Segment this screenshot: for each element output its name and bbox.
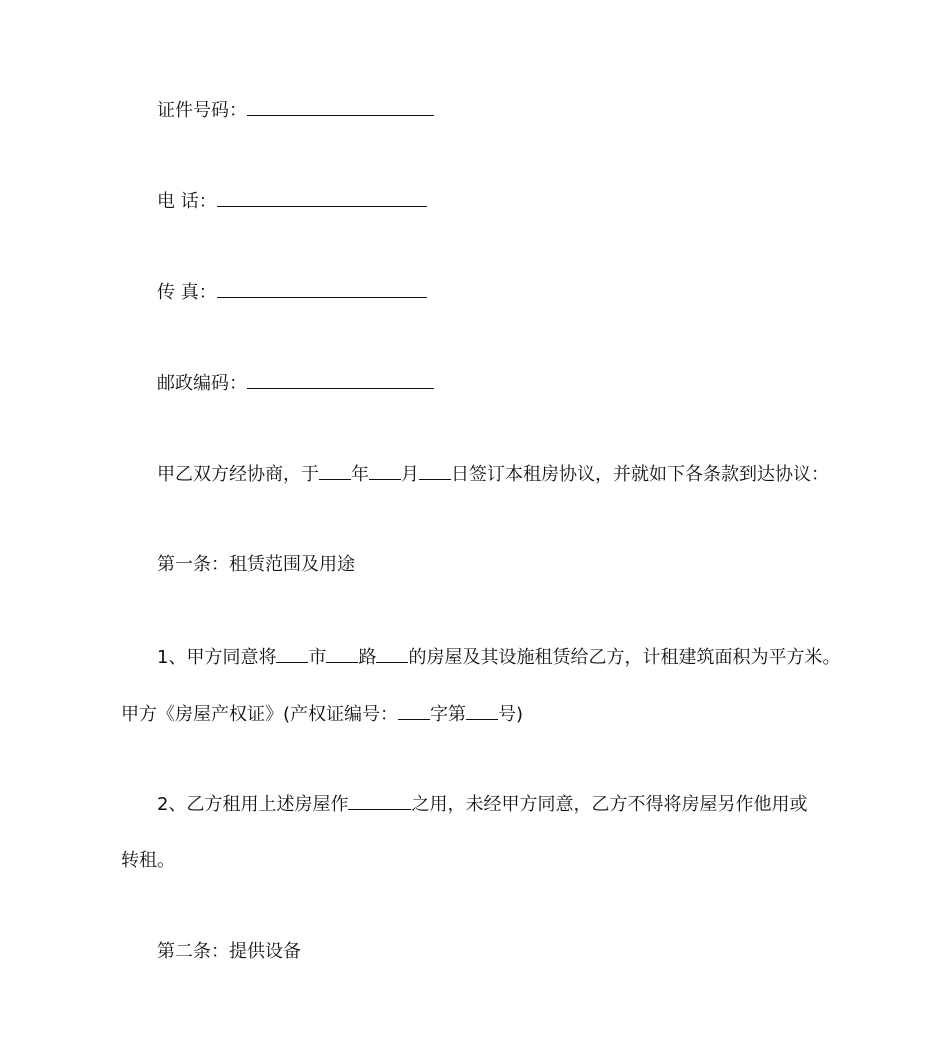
id-number-blank[interactable] [247, 98, 434, 116]
clause2-line2 [121, 849, 175, 873]
city-label: 市 [308, 647, 327, 668]
month-blank[interactable] [369, 462, 401, 480]
day-blank[interactable] [419, 462, 451, 480]
cert-prefix-blank[interactable] [398, 702, 430, 720]
cert-number-blank[interactable] [466, 702, 498, 720]
clause2-line2-text: 转租。 [121, 850, 175, 871]
clause1-text-1: 1、甲方同意将 [157, 647, 277, 668]
clause2-text-2: 之用，未经甲方同意，乙方不得将房屋另作他用或 [411, 794, 808, 815]
clause1-text-2: 的房屋及其设施租赁给乙方，计租建筑面积为平方米。 [408, 647, 841, 668]
article1-title-text: 第一条：租赁范围及用途 [157, 554, 355, 575]
postal-code-line [157, 371, 434, 396]
clause2-line1 [157, 792, 807, 817]
hao-label: 号) [498, 704, 524, 725]
road-label: 路 [358, 647, 377, 668]
city-blank[interactable] [276, 645, 308, 663]
property-number-blank[interactable] [376, 645, 408, 663]
postal-code-label: 邮政编码： [157, 373, 247, 394]
phone-blank[interactable] [217, 189, 427, 207]
article2-title [157, 940, 301, 964]
clause1-line1 [157, 645, 840, 670]
fax-blank[interactable] [217, 280, 427, 298]
intro-text-2: 日签订本租房协议，并就如下各条款到达协议： [451, 464, 829, 485]
id-number-line [157, 98, 434, 123]
clause2-text-1: 2、乙方租用上述房屋作 [157, 794, 349, 815]
usage-blank[interactable] [348, 792, 411, 810]
clause1-line2 [121, 702, 523, 727]
id-number-label: 证件号码： [157, 100, 247, 121]
year-label: 年 [351, 464, 369, 485]
postal-code-blank[interactable] [247, 371, 434, 389]
fax-label: 传 真： [157, 282, 217, 303]
year-blank[interactable] [319, 462, 351, 480]
intro-paragraph [157, 462, 829, 487]
zi-di-label: 字第 [430, 704, 467, 725]
phone-label: 电 话： [157, 191, 217, 212]
intro-text-1: 甲乙双方经协商，于 [157, 464, 319, 485]
road-blank[interactable] [326, 645, 358, 663]
article2-title-text: 第二条：提供设备 [157, 941, 301, 962]
month-label: 月 [401, 464, 419, 485]
article1-title [157, 553, 355, 577]
phone-line [157, 189, 427, 214]
fax-line [157, 280, 427, 305]
clause1-line2-text: 甲方《房屋产权证》(产权证编号： [121, 704, 399, 725]
